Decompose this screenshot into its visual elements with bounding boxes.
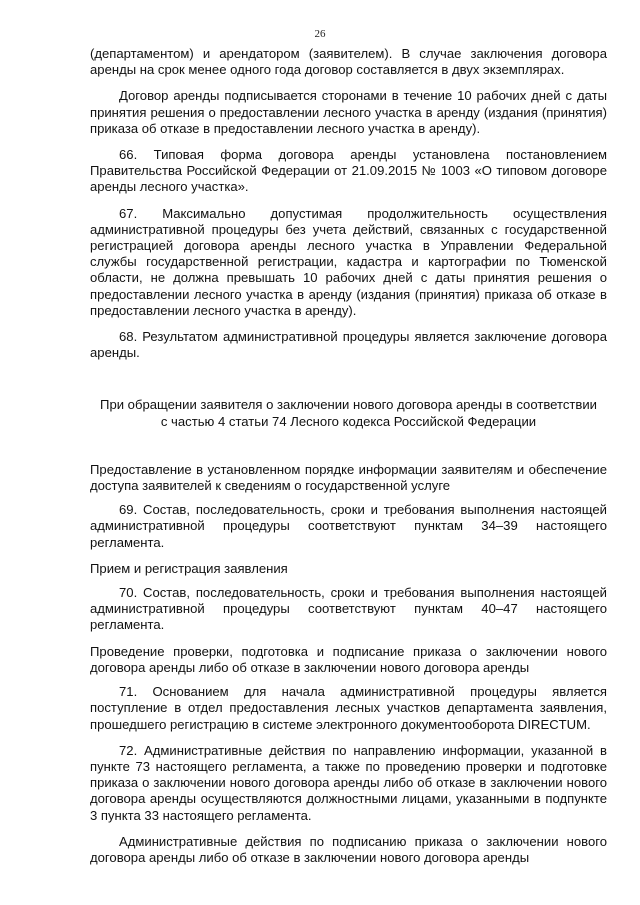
subheading-information: Предоставление в установленном порядке информации заявителям и обеспечение доступа заявителей к сведениям о государственной услуге bbox=[90, 461, 607, 494]
paragraph-signing-term: Договор аренды подписывается сторонами в течение 10 рабочих дней с даты принятия решения о предоставлении лесного участка в аренду (издания (принятия) приказа об отказе в предоставлении лесного участка в аренду). bbox=[90, 88, 607, 136]
paragraph-72: 72. Административные действия по направлению информации, указанной в пункте 73 настоящего регламента, а также по проведению проверки и подготовке приказа о заключении нового договора аренды либо об отказе в заключении нового договора аренды осуществляются должностными лицами, указанными в подпункте 3 пункта 33 настоящего регламента. bbox=[90, 742, 607, 823]
paragraph-67: 67. Максимально допустимая продолжительность осуществления административной процедуры без учета действий, связанных с государственной регистрацией договора аренды лесного участка в Управлении Федеральной службы государственной регистрации, кадастра и картографии по Тюменской области, не должна превышать 10 рабочих дней с даты принятия решения о предоставлении лесного участка в аренду (издания (принятия) приказа об отказе в предоставлении лесного участка в аренду). bbox=[90, 205, 607, 318]
section-heading: При обращении заявителя о заключении нового договора аренды в соответствии с частью 4 статьи 74 Лесного кодекса Российской Федерации bbox=[100, 397, 597, 429]
subheading-reception: Прием и регистрация заявления bbox=[90, 560, 288, 576]
paragraph-70: 70. Состав, последовательность, сроки и требования выполнения настоящей административной процедуры соответствуют пунктам 40–47 настоящего регламента. bbox=[90, 585, 607, 633]
document-body bbox=[90, 46, 607, 876]
paragraph-68: 68. Результатом административной процедуры является заключение договора аренды. bbox=[90, 329, 607, 361]
subheading-verification: Проведение проверки, подготовка и подписание приказа о заключении нового договора аренды либо об отказе в заключении нового договора аренды bbox=[90, 643, 607, 675]
paragraph-66: 66. Типовая форма договора аренды установлена постановлением Правительства Российской Федерации от 21.09.2015 № 1003 «О типовом договоре аренды лесного участка». bbox=[90, 147, 607, 195]
page-number: 26 bbox=[314, 28, 326, 40]
paragraph-continuation: (департаментом) и арендатором (заявителем). В случае заключения договора аренды на срок менее одного года договор составляется в двух экземплярах. bbox=[90, 46, 607, 78]
paragraph-signing-actions: Административные действия по подписанию приказа о заключении нового договора аренды либо об отказе в заключении нового договора аренды bbox=[90, 833, 607, 865]
paragraph-71: 71. Основанием для начала административной процедуры является поступление в отдел предоставления лесных участков департамента заявления, прошедшего регистрацию в системе электронного документооборота DIRECTUM. bbox=[90, 684, 607, 732]
paragraph-69: 69. Состав, последовательность, сроки и требования выполнения настоящей административной процедуры соответствуют пунктам 34–39 настоящего регламента. bbox=[90, 502, 607, 550]
